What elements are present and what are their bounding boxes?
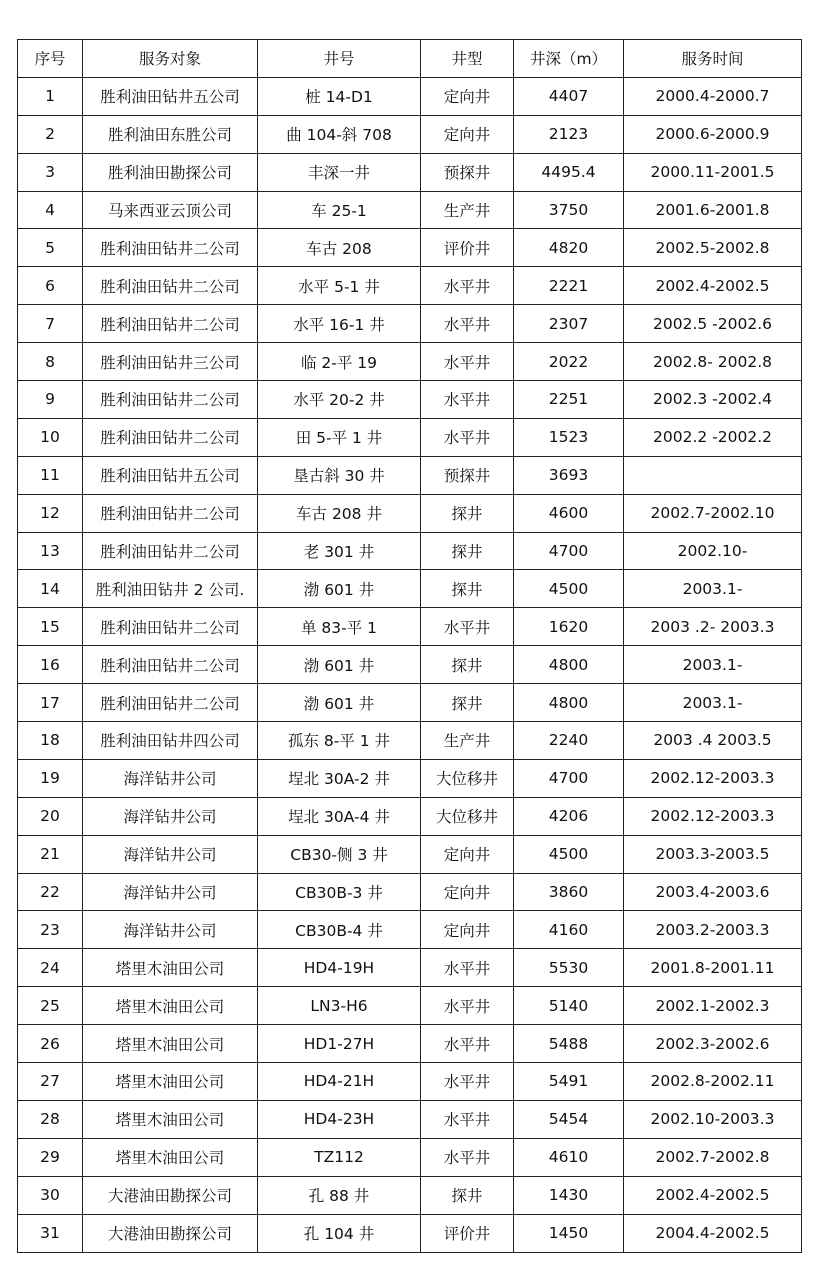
cell-well-no: 孔 88 井 (258, 1176, 421, 1214)
cell-service-time: 2001.8-2001.11 (624, 949, 802, 987)
table-row (18, 115, 802, 153)
cell-client: 胜利油田钻井二公司 (83, 418, 258, 456)
cell-index: 18 (18, 722, 83, 760)
cell-well-no: 水平 5-1 井 (258, 267, 421, 305)
header-service-time: 服务时间 (624, 40, 802, 78)
cell-service-time: 2002.1-2002.3 (624, 987, 802, 1025)
cell-well-depth: 4700 (514, 532, 624, 570)
cell-client: 海洋钻井公司 (83, 911, 258, 949)
table-row (18, 1025, 802, 1063)
cell-well-no: CB30-侧 3 井 (258, 835, 421, 873)
cell-well-no: 田 5-平 1 井 (258, 418, 421, 456)
cell-index: 9 (18, 381, 83, 419)
cell-client: 塔里木油田公司 (83, 1025, 258, 1063)
table-row (18, 456, 802, 494)
table-header (18, 40, 802, 78)
cell-well-no: 渤 601 井 (258, 646, 421, 684)
cell-service-time: 2004.4-2002.5 (624, 1214, 802, 1252)
cell-client: 塔里木油田公司 (83, 949, 258, 987)
cell-well-type: 水平井 (421, 1063, 514, 1101)
cell-index: 25 (18, 987, 83, 1025)
cell-client: 海洋钻井公司 (83, 759, 258, 797)
cell-well-no: HD4-21H (258, 1063, 421, 1101)
cell-service-time: 2002.2 -2002.2 (624, 418, 802, 456)
table-row (18, 191, 802, 229)
table-row (18, 267, 802, 305)
cell-well-type: 评价井 (421, 1214, 514, 1252)
cell-index: 12 (18, 494, 83, 532)
cell-well-depth: 4407 (514, 77, 624, 115)
header-well-type: 井型 (421, 40, 514, 78)
table-row (18, 1100, 802, 1138)
table-row (18, 229, 802, 267)
cell-well-type: 水平井 (421, 381, 514, 419)
cell-service-time: 2002.8-2002.11 (624, 1063, 802, 1101)
cell-index: 10 (18, 418, 83, 456)
cell-index: 2 (18, 115, 83, 153)
cell-service-time: 2003 .2- 2003.3 (624, 608, 802, 646)
table-row (18, 153, 802, 191)
table-row (18, 1138, 802, 1176)
cell-index: 5 (18, 229, 83, 267)
cell-service-time: 2002.8- 2002.8 (624, 343, 802, 381)
header-row (18, 40, 802, 78)
cell-index: 13 (18, 532, 83, 570)
cell-well-no: 孤东 8-平 1 井 (258, 722, 421, 760)
table-row (18, 722, 802, 760)
cell-client: 胜利油田钻井二公司 (83, 608, 258, 646)
cell-well-type: 水平井 (421, 949, 514, 987)
cell-well-depth: 1430 (514, 1176, 624, 1214)
cell-well-depth: 5140 (514, 987, 624, 1025)
cell-service-time: 2002.5 -2002.6 (624, 305, 802, 343)
table-row (18, 418, 802, 456)
cell-well-no: 车古 208 井 (258, 494, 421, 532)
cell-client: 胜利油田勘探公司 (83, 153, 258, 191)
cell-index: 31 (18, 1214, 83, 1252)
cell-well-depth: 2307 (514, 305, 624, 343)
cell-well-type: 水平井 (421, 608, 514, 646)
table-row (18, 759, 802, 797)
cell-well-no: 老 301 井 (258, 532, 421, 570)
cell-client: 大港油田勘探公司 (83, 1176, 258, 1214)
cell-well-depth: 2240 (514, 722, 624, 760)
cell-client: 胜利油田钻井三公司 (83, 343, 258, 381)
cell-index: 23 (18, 911, 83, 949)
cell-service-time: 2002.3 -2002.4 (624, 381, 802, 419)
cell-well-no: CB30B-3 井 (258, 873, 421, 911)
cell-well-no: 临 2-平 19 (258, 343, 421, 381)
cell-well-type: 定向井 (421, 835, 514, 873)
cell-well-type: 定向井 (421, 911, 514, 949)
header-well-depth: 井深（m） (514, 40, 624, 78)
cell-well-type: 探井 (421, 494, 514, 532)
cell-service-time: 2003.1- (624, 570, 802, 608)
cell-service-time (624, 456, 802, 494)
cell-well-depth: 5454 (514, 1100, 624, 1138)
cell-index: 11 (18, 456, 83, 494)
cell-index: 30 (18, 1176, 83, 1214)
cell-well-no: 曲 104-斜 708 (258, 115, 421, 153)
cell-service-time: 2002.7-2002.10 (624, 494, 802, 532)
cell-well-depth: 4700 (514, 759, 624, 797)
table-row (18, 305, 802, 343)
table-row (18, 343, 802, 381)
cell-well-depth: 2022 (514, 343, 624, 381)
cell-client: 塔里木油田公司 (83, 1063, 258, 1101)
cell-well-depth: 4500 (514, 835, 624, 873)
cell-well-type: 定向井 (421, 115, 514, 153)
cell-index: 4 (18, 191, 83, 229)
cell-well-no: 车古 208 (258, 229, 421, 267)
cell-index: 22 (18, 873, 83, 911)
cell-service-time: 2002.7-2002.8 (624, 1138, 802, 1176)
cell-client: 胜利油田钻井二公司 (83, 646, 258, 684)
cell-well-type: 探井 (421, 570, 514, 608)
cell-well-type: 探井 (421, 684, 514, 722)
cell-service-time: 2001.6-2001.8 (624, 191, 802, 229)
cell-client: 胜利油田钻井二公司 (83, 229, 258, 267)
cell-well-type: 水平井 (421, 267, 514, 305)
cell-well-type: 大位移井 (421, 759, 514, 797)
well-service-table (17, 39, 802, 1253)
cell-service-time: 2000.6-2000.9 (624, 115, 802, 153)
table-row (18, 949, 802, 987)
cell-client: 塔里木油田公司 (83, 987, 258, 1025)
cell-well-no: 渤 601 井 (258, 570, 421, 608)
cell-service-time: 2003.3-2003.5 (624, 835, 802, 873)
cell-service-time: 2003.1- (624, 646, 802, 684)
cell-well-depth: 4206 (514, 797, 624, 835)
cell-well-depth: 4610 (514, 1138, 624, 1176)
cell-well-depth: 5530 (514, 949, 624, 987)
table-row (18, 1176, 802, 1214)
cell-well-no: LN3-H6 (258, 987, 421, 1025)
table-row (18, 608, 802, 646)
cell-well-type: 水平井 (421, 1138, 514, 1176)
cell-well-depth: 2251 (514, 381, 624, 419)
cell-well-depth: 4160 (514, 911, 624, 949)
cell-well-depth: 5488 (514, 1025, 624, 1063)
cell-well-type: 大位移井 (421, 797, 514, 835)
cell-index: 24 (18, 949, 83, 987)
cell-well-type: 评价井 (421, 229, 514, 267)
cell-client: 胜利油田钻井四公司 (83, 722, 258, 760)
cell-service-time: 2002.5-2002.8 (624, 229, 802, 267)
cell-index: 26 (18, 1025, 83, 1063)
cell-service-time: 2002.10- (624, 532, 802, 570)
table-row (18, 77, 802, 115)
cell-well-type: 生产井 (421, 191, 514, 229)
cell-client: 胜利油田钻井二公司 (83, 305, 258, 343)
cell-client: 胜利油田钻井二公司 (83, 381, 258, 419)
table-row (18, 684, 802, 722)
cell-well-depth: 4800 (514, 684, 624, 722)
table-row (18, 646, 802, 684)
cell-index: 19 (18, 759, 83, 797)
table-row (18, 381, 802, 419)
cell-well-type: 预探井 (421, 153, 514, 191)
cell-well-type: 探井 (421, 646, 514, 684)
cell-client: 塔里木油田公司 (83, 1138, 258, 1176)
cell-index: 28 (18, 1100, 83, 1138)
cell-service-time: 2002.3-2002.6 (624, 1025, 802, 1063)
cell-well-no: 丰深一井 (258, 153, 421, 191)
cell-well-no: 水平 16-1 井 (258, 305, 421, 343)
table-row (18, 911, 802, 949)
cell-well-type: 生产井 (421, 722, 514, 760)
cell-well-type: 预探井 (421, 456, 514, 494)
cell-index: 29 (18, 1138, 83, 1176)
cell-well-type: 水平井 (421, 418, 514, 456)
cell-service-time: 2000.11-2001.5 (624, 153, 802, 191)
cell-client: 海洋钻井公司 (83, 873, 258, 911)
cell-well-depth: 3860 (514, 873, 624, 911)
table-row (18, 987, 802, 1025)
header-index: 序号 (18, 40, 83, 78)
cell-well-depth: 3693 (514, 456, 624, 494)
cell-client: 马来西亚云顶公司 (83, 191, 258, 229)
cell-well-type: 水平井 (421, 987, 514, 1025)
cell-well-no: 埕北 30A-4 井 (258, 797, 421, 835)
cell-well-depth: 4800 (514, 646, 624, 684)
cell-client: 胜利油田钻井二公司 (83, 267, 258, 305)
cell-well-depth: 4600 (514, 494, 624, 532)
cell-service-time: 2003.4-2003.6 (624, 873, 802, 911)
cell-client: 胜利油田东胜公司 (83, 115, 258, 153)
cell-client: 胜利油田钻井二公司 (83, 684, 258, 722)
cell-index: 8 (18, 343, 83, 381)
cell-well-type: 水平井 (421, 1100, 514, 1138)
cell-index: 27 (18, 1063, 83, 1101)
cell-well-depth: 2221 (514, 267, 624, 305)
cell-well-type: 探井 (421, 532, 514, 570)
cell-client: 胜利油田钻井五公司 (83, 456, 258, 494)
cell-index: 3 (18, 153, 83, 191)
cell-index: 17 (18, 684, 83, 722)
cell-well-depth: 2123 (514, 115, 624, 153)
cell-well-no: HD4-19H (258, 949, 421, 987)
table-body (18, 77, 802, 1252)
table-row (18, 873, 802, 911)
cell-well-depth: 4495.4 (514, 153, 624, 191)
cell-service-time: 2002.12-2003.3 (624, 797, 802, 835)
cell-well-no: HD1-27H (258, 1025, 421, 1063)
cell-service-time: 2002.10-2003.3 (624, 1100, 802, 1138)
cell-index: 20 (18, 797, 83, 835)
cell-well-depth: 4500 (514, 570, 624, 608)
cell-client: 海洋钻井公司 (83, 835, 258, 873)
cell-well-no: 车 25-1 (258, 191, 421, 229)
cell-index: 21 (18, 835, 83, 873)
cell-client: 胜利油田钻井五公司 (83, 77, 258, 115)
cell-index: 1 (18, 77, 83, 115)
cell-index: 14 (18, 570, 83, 608)
table-row (18, 494, 802, 532)
cell-well-type: 定向井 (421, 77, 514, 115)
cell-service-time: 2002.12-2003.3 (624, 759, 802, 797)
cell-client: 塔里木油田公司 (83, 1100, 258, 1138)
cell-service-time: 2003.1- (624, 684, 802, 722)
cell-well-no: 单 83-平 1 (258, 608, 421, 646)
header-client: 服务对象 (83, 40, 258, 78)
cell-service-time: 2003 .4 2003.5 (624, 722, 802, 760)
table-row (18, 1214, 802, 1252)
cell-index: 15 (18, 608, 83, 646)
cell-client: 大港油田勘探公司 (83, 1214, 258, 1252)
cell-well-no: 桩 14-D1 (258, 77, 421, 115)
header-well-no: 井号 (258, 40, 421, 78)
cell-service-time: 2000.4-2000.7 (624, 77, 802, 115)
cell-well-depth: 1450 (514, 1214, 624, 1252)
cell-well-no: 孔 104 井 (258, 1214, 421, 1252)
cell-well-no: CB30B-4 井 (258, 911, 421, 949)
cell-well-depth: 4820 (514, 229, 624, 267)
cell-well-no: TZ112 (258, 1138, 421, 1176)
cell-well-no: 水平 20-2 井 (258, 381, 421, 419)
cell-well-depth: 1523 (514, 418, 624, 456)
cell-client: 海洋钻井公司 (83, 797, 258, 835)
cell-well-type: 水平井 (421, 343, 514, 381)
cell-service-time: 2002.4-2002.5 (624, 1176, 802, 1214)
cell-well-depth: 3750 (514, 191, 624, 229)
cell-service-time: 2002.4-2002.5 (624, 267, 802, 305)
table-row (18, 532, 802, 570)
table-row (18, 1063, 802, 1101)
cell-index: 7 (18, 305, 83, 343)
cell-service-time: 2003.2-2003.3 (624, 911, 802, 949)
cell-client: 胜利油田钻井 2 公司. (83, 570, 258, 608)
cell-well-depth: 5491 (514, 1063, 624, 1101)
cell-index: 6 (18, 267, 83, 305)
cell-well-type: 探井 (421, 1176, 514, 1214)
cell-well-type: 水平井 (421, 305, 514, 343)
cell-client: 胜利油田钻井二公司 (83, 532, 258, 570)
cell-well-type: 定向井 (421, 873, 514, 911)
cell-well-no: 渤 601 井 (258, 684, 421, 722)
cell-client: 胜利油田钻井二公司 (83, 494, 258, 532)
cell-well-no: 垦古斜 30 井 (258, 456, 421, 494)
cell-index: 16 (18, 646, 83, 684)
table-row (18, 797, 802, 835)
cell-well-depth: 1620 (514, 608, 624, 646)
cell-well-type: 水平井 (421, 1025, 514, 1063)
cell-well-no: HD4-23H (258, 1100, 421, 1138)
cell-well-no: 埕北 30A-2 井 (258, 759, 421, 797)
table-row (18, 570, 802, 608)
table-row (18, 835, 802, 873)
